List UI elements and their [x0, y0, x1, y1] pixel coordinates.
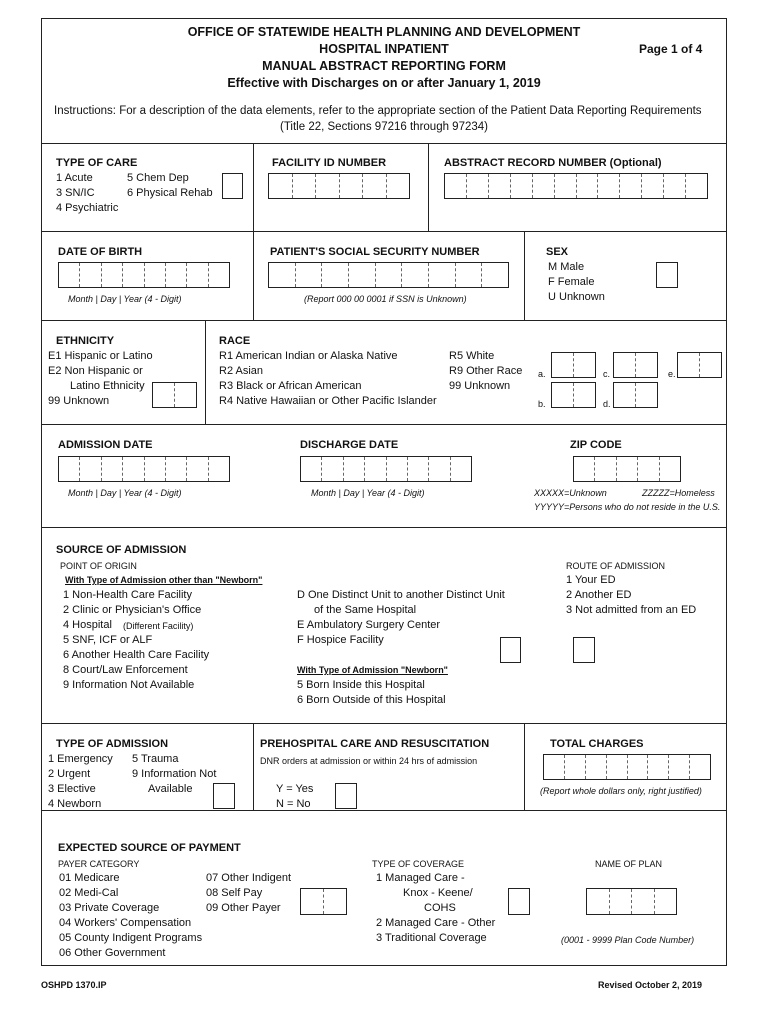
race-b-input[interactable]: [551, 382, 596, 408]
plan-code-input[interactable]: [586, 888, 677, 915]
divider: [253, 143, 254, 231]
date-of-birth-label: DATE OF BIRTH: [58, 246, 143, 258]
origin-option: D One Distinct Unit to another Distinct Unit: [297, 589, 505, 601]
header-form-type: HOSPITAL INPATIENT: [319, 42, 449, 56]
ethnicity-input[interactable]: [152, 382, 197, 408]
newborn-option: 5 Born Inside this Hospital: [297, 679, 425, 691]
admission-option: 4 Newborn: [48, 798, 102, 810]
sex-option: F Female: [548, 276, 595, 288]
coverage-option: 2 Managed Care - Other: [376, 917, 496, 929]
ssn-hint: (Report 000 00 0001 if SSN is Unknown): [304, 294, 467, 304]
coverage-input[interactable]: [508, 888, 530, 915]
race-b-label: b.: [538, 399, 546, 409]
race-c-input[interactable]: [613, 352, 658, 378]
race-a-label: a.: [538, 369, 546, 379]
total-charges-hint: (Report whole dollars only, right justified): [540, 786, 702, 796]
source-of-admission-label: SOURCE OF ADMISSION: [56, 544, 187, 556]
coverage-option: COHS: [424, 902, 456, 914]
facility-id-input[interactable]: [268, 173, 410, 199]
prehospital-desc: DNR orders at admission or within 24 hrs of admission: [260, 756, 478, 766]
race-option: R5 White: [449, 350, 495, 362]
coverage-label: TYPE OF COVERAGE: [372, 859, 465, 869]
dob-format-hint: Month | Day | Year (4 - Digit): [68, 294, 182, 304]
header-agency: OFFICE OF STATEWIDE HEALTH PLANNING AND DEVELOPMENT: [187, 25, 581, 39]
race-e-label: e.: [668, 369, 676, 379]
coverage-option: Knox - Keene/: [403, 887, 473, 899]
ethnicity-option: 99 Unknown: [48, 395, 110, 407]
payer-option: 03 Private Coverage: [59, 902, 160, 914]
care-option: 6 Physical Rehab: [127, 187, 213, 199]
point-of-origin-input[interactable]: [500, 637, 521, 663]
origin-note: With Type of Admission other than "Newborn": [65, 575, 263, 585]
abstract-record-label: ABSTRACT RECORD NUMBER (Optional): [444, 157, 662, 169]
admission-option: 1 Emergency: [48, 753, 113, 765]
divider: [524, 231, 525, 320]
discharge-date-hint: Month | Day | Year (4 - Digit): [311, 488, 425, 498]
admission-option: 5 Trauma: [132, 753, 179, 765]
coverage-option: 3 Traditional Coverage: [376, 932, 487, 944]
coverage-option: 1 Managed Care -: [376, 872, 465, 884]
divider: [428, 143, 429, 231]
origin-option: 1 Non-Health Care Facility: [63, 589, 192, 601]
newborn-note: With Type of Admission "Newborn": [297, 665, 448, 675]
plan-code-hint: (0001 - 9999 Plan Code Number): [561, 935, 695, 945]
ethnicity-option: E2 Non Hispanic or: [48, 365, 143, 377]
sex-option: U Unknown: [548, 291, 605, 303]
payer-option: 01 Medicare: [59, 872, 120, 884]
payment-label: EXPECTED SOURCE OF PAYMENT: [58, 842, 241, 854]
origin-option: 5 SNF, ICF or ALF: [63, 634, 153, 646]
origin-option: 6 Another Health Care Facility: [63, 649, 210, 661]
ethnicity-option: E1 Hispanic or Latino: [48, 350, 153, 362]
race-d-label: d.: [603, 399, 611, 409]
origin-option-note: (Different Facility): [123, 621, 194, 631]
abstract-record-input[interactable]: [444, 173, 708, 199]
race-label: RACE: [219, 335, 251, 347]
payer-option: 06 Other Government: [59, 947, 166, 959]
race-option: R2 Asian: [219, 365, 264, 377]
divider: [41, 143, 727, 144]
zip-note: XXXXX=Unknown: [534, 488, 607, 498]
origin-option: 9 Information Not Available: [63, 679, 195, 691]
newborn-option: 6 Born Outside of this Hospital: [297, 694, 446, 706]
divider: [205, 320, 206, 424]
dnr-input[interactable]: [335, 783, 357, 809]
origin-option: E Ambulatory Surgery Center: [297, 619, 441, 631]
admission-date-input[interactable]: [58, 456, 230, 482]
care-option: 5 Chem Dep: [127, 172, 189, 184]
zip-input[interactable]: [573, 456, 681, 482]
payer-option: 04 Workers' Compensation: [59, 917, 192, 929]
divider: [41, 320, 727, 321]
care-option: 4 Psychiatric: [56, 202, 119, 214]
divider: [41, 723, 727, 724]
payer-option: 05 County Indigent Programs: [59, 932, 203, 944]
dnr-option: N = No: [276, 798, 311, 810]
origin-option: 8 Court/Law Enforcement: [63, 664, 188, 676]
ethnicity-option: Latino Ethnicity: [70, 380, 145, 392]
zip-note: YYYYY=Persons who do not reside in the U.S.: [534, 502, 721, 512]
admission-date-label: ADMISSION DATE: [58, 439, 153, 451]
form-number: OSHPD 1370.IP: [41, 980, 107, 990]
divider: [41, 810, 727, 811]
admission-option: Available: [148, 783, 193, 795]
origin-option: 2 Clinic or Physician's Office: [63, 604, 202, 616]
admission-option: 9 Information Not: [132, 768, 217, 780]
type-of-care-input[interactable]: [222, 173, 243, 199]
admission-date-hint: Month | Day | Year (4 - Digit): [68, 488, 182, 498]
type-of-admission-input[interactable]: [213, 783, 235, 809]
race-option: R9 Other Race: [449, 365, 523, 377]
divider: [524, 723, 525, 810]
route-option: 1 Your ED: [566, 574, 616, 586]
route-of-admission-label: ROUTE OF ADMISSION: [566, 561, 666, 571]
payer-option: 09 Other Payer: [206, 902, 281, 914]
route-option: 2 Another ED: [566, 589, 632, 601]
header-form-title: MANUAL ABSTRACT REPORTING FORM: [262, 59, 506, 73]
ssn-label: PATIENT'S SOCIAL SECURITY NUMBER: [270, 246, 480, 258]
prehospital-label: PREHOSPITAL CARE AND RESUSCITATION: [260, 738, 490, 750]
race-a-input[interactable]: [551, 352, 596, 378]
payer-option: 02 Medi-Cal: [59, 887, 119, 899]
facility-id-label: FACILITY ID NUMBER: [272, 157, 387, 169]
race-c-label: c.: [603, 369, 611, 379]
admission-option: 2 Urgent: [48, 768, 91, 780]
payer-option: 07 Other Indigent: [206, 872, 292, 884]
discharge-date-input[interactable]: [300, 456, 472, 482]
origin-option: 4 Hospital: [63, 619, 112, 631]
race-e-input[interactable]: [677, 352, 722, 378]
care-option: 1 Acute: [56, 172, 93, 184]
divider: [41, 231, 727, 232]
page-number: Page 1 of 4: [639, 42, 703, 56]
race-option: R3 Black or African American: [219, 380, 362, 392]
origin-option: of the Same Hospital: [314, 604, 417, 616]
total-charges-input[interactable]: [543, 754, 711, 780]
sex-input[interactable]: [656, 262, 678, 288]
ssn-input[interactable]: [268, 262, 509, 288]
payer-category-input[interactable]: [300, 888, 347, 915]
total-charges-label: TOTAL CHARGES: [550, 738, 644, 750]
admission-option: 3 Elective: [48, 783, 96, 795]
race-option: 99 Unknown: [449, 380, 511, 392]
type-of-admission-label: TYPE OF ADMISSION: [56, 738, 169, 750]
divider: [253, 723, 254, 810]
header-effective: Effective with Discharges on or after January 1, 2019: [227, 76, 541, 90]
ethnicity-label: ETHNICITY: [56, 335, 115, 347]
origin-option: F Hospice Facility: [297, 634, 384, 646]
date-of-birth-input[interactable]: [58, 262, 230, 288]
zip-label: ZIP CODE: [570, 439, 622, 451]
payer-option: 08 Self Pay: [206, 887, 263, 899]
plan-name-label: NAME OF PLAN: [595, 859, 663, 869]
route-of-admission-input[interactable]: [573, 637, 595, 663]
dnr-option: Y = Yes: [276, 783, 314, 795]
divider: [253, 231, 254, 320]
instructions-ref: (Title 22, Sections 97216 through 97234): [280, 121, 488, 133]
divider: [41, 424, 727, 425]
race-option: R1 American Indian or Alaska Native: [219, 350, 398, 362]
point-of-origin-label: POINT OF ORIGIN: [60, 561, 137, 571]
zip-note: ZZZZZ=Homeless: [642, 488, 715, 498]
sex-label: SEX: [546, 246, 569, 258]
type-of-care-label: TYPE OF CARE: [56, 157, 138, 169]
sex-option: M Male: [548, 261, 585, 273]
discharge-date-label: DISCHARGE DATE: [300, 439, 399, 451]
divider: [41, 527, 727, 528]
revision-date: Revised October 2, 2019: [598, 980, 703, 990]
race-option: R4 Native Hawaiian or Other Pacific Islander: [219, 395, 437, 407]
route-option: 3 Not admitted from an ED: [566, 604, 697, 616]
care-option: 3 SN/IC: [56, 187, 95, 199]
race-d-input[interactable]: [613, 382, 658, 408]
instructions: Instructions: For a description of the data elements, refer to the appropriate section of the Patient Data Reporting Requirements: [54, 105, 702, 117]
payer-category-label: PAYER CATEGORY: [58, 859, 140, 869]
